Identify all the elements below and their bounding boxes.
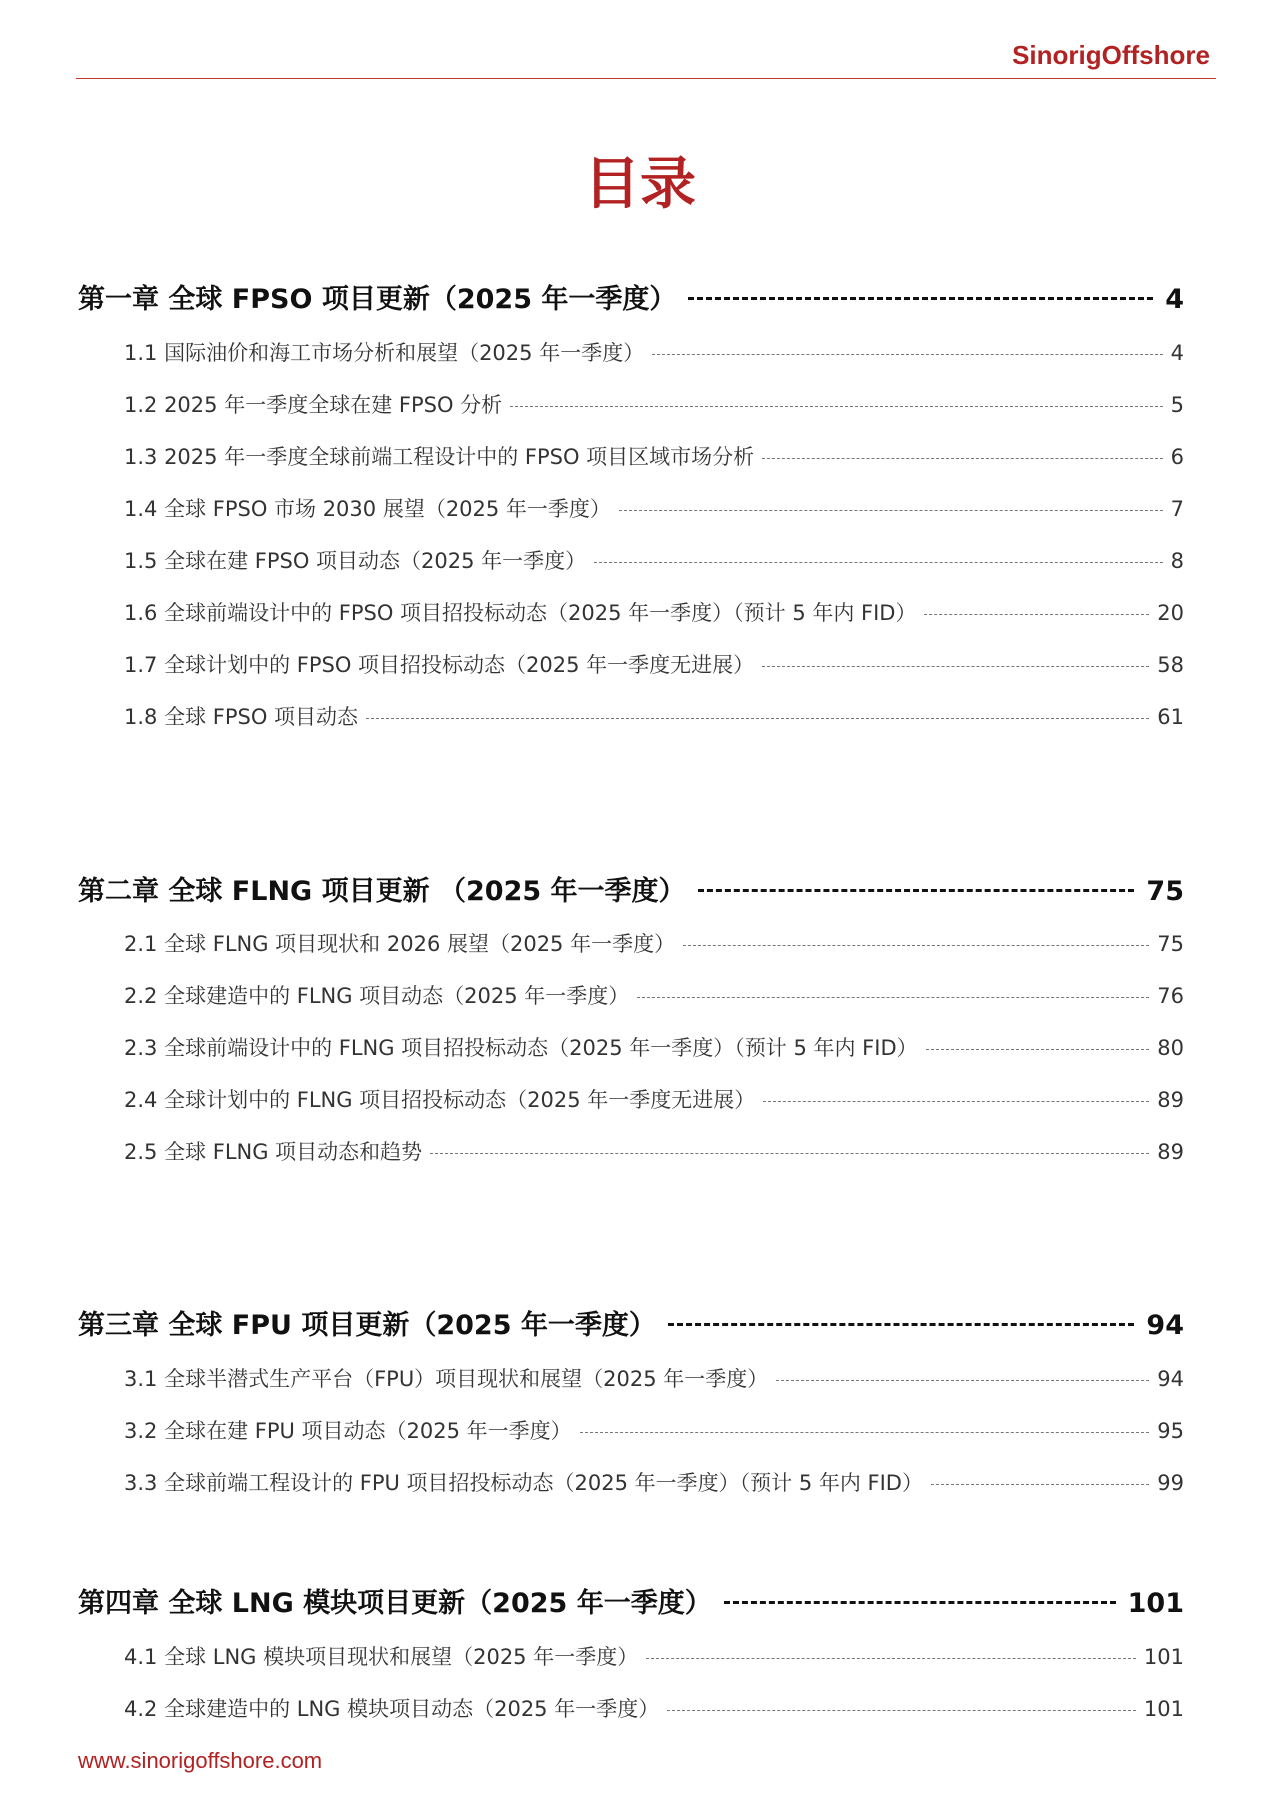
- toc-section-1-4[interactable]: [124, 493, 1184, 523]
- section-title: 1.7 全球计划中的 FPSO 项目招投标动态（2025 年一季度无进展）: [124, 653, 755, 677]
- footer-website-link[interactable]: www.sinorigoffshore.com: [78, 1748, 323, 1773]
- dot-leader: [698, 889, 1135, 892]
- dot-leader: [652, 354, 1162, 355]
- section-title: 2.4 全球计划中的 FLNG 项目招投标动态（2025 年一季度无进展）: [124, 1088, 756, 1112]
- dot-leader: [637, 997, 1149, 998]
- toc-section-2-2[interactable]: [124, 980, 1184, 1010]
- toc-chapter-2[interactable]: [78, 869, 1184, 908]
- toc-section-3-3[interactable]: [124, 1467, 1184, 1497]
- section-title: 3.1 全球半潜式生产平台（FPU）项目现状和展望（2025 年一季度）: [124, 1367, 769, 1391]
- page-number: 101: [1143, 1645, 1184, 1669]
- page-number: 61: [1157, 705, 1184, 729]
- page-number: 95: [1157, 1419, 1184, 1443]
- dot-leader: [580, 1432, 1150, 1433]
- page-number: 20: [1157, 601, 1184, 625]
- dot-leader: [594, 562, 1162, 563]
- dot-leader: [668, 1323, 1135, 1326]
- brand-logo-text: SinorigOffshore: [1012, 40, 1210, 70]
- page-number: 5: [1170, 393, 1184, 417]
- section-title: 1.2 2025 年一季度全球在建 FPSO 分析: [124, 393, 503, 417]
- section-title: 1.3 2025 年一季度全球前端工程设计中的 FPSO 项目区域市场分析: [124, 445, 755, 469]
- dot-leader: [667, 1710, 1136, 1711]
- dot-leader: [510, 406, 1162, 407]
- section-title: 2.3 全球前端设计中的 FLNG 项目招投标动态（2025 年一季度）（预计 5 年内 FID）: [124, 1036, 918, 1060]
- section-title: 1.6 全球前端设计中的 FPSO 项目招投标动态（2025 年一季度）（预计 5 年内 FID）: [124, 601, 917, 625]
- dot-leader: [924, 614, 1149, 615]
- toc-section-2-1[interactable]: [124, 928, 1184, 958]
- dot-leader: [688, 297, 1153, 300]
- toc-section-1-3[interactable]: [124, 441, 1184, 471]
- section-title: 1.5 全球在建 FPSO 项目动态（2025 年一季度）: [124, 549, 587, 573]
- dot-leader: [430, 1153, 1149, 1154]
- dot-leader: [926, 1049, 1150, 1050]
- toc-section-1-8[interactable]: [124, 701, 1184, 731]
- page-number: 80: [1157, 1036, 1184, 1060]
- page-number: 89: [1157, 1088, 1184, 1112]
- page-number: 75: [1157, 932, 1184, 956]
- dot-leader: [762, 666, 1149, 667]
- chapter-title: 第三章 全球 FPU 项目更新（2025 年一季度）: [78, 1310, 656, 1341]
- page-number: 94: [1157, 1367, 1184, 1391]
- page-number: 94: [1146, 1310, 1184, 1341]
- toc-section-1-1[interactable]: [124, 337, 1184, 367]
- page-number: 75: [1146, 876, 1184, 907]
- toc-section-3-2[interactable]: [124, 1415, 1184, 1445]
- section-title: 3.3 全球前端工程设计的 FPU 项目招投标动态（2025 年一季度）（预计 5 年内 FID）: [124, 1471, 923, 1495]
- toc-section-1-2[interactable]: [124, 389, 1184, 419]
- dot-leader: [763, 1101, 1149, 1102]
- section-title: 2.1 全球 FLNG 项目现状和 2026 展望（2025 年一季度）: [124, 932, 676, 956]
- section-title: 2.5 全球 FLNG 项目动态和趋势: [124, 1140, 423, 1164]
- page-number: 76: [1157, 984, 1184, 1008]
- dot-leader: [366, 718, 1149, 719]
- section-title: 4.1 全球 LNG 模块项目现状和展望（2025 年一季度）: [124, 1645, 639, 1669]
- page-number: 6: [1170, 445, 1184, 469]
- page-number: 58: [1157, 653, 1184, 677]
- section-title: 3.2 全球在建 FPU 项目动态（2025 年一季度）: [124, 1419, 572, 1443]
- toc-section-2-4[interactable]: [124, 1084, 1184, 1114]
- toc-section-2-3[interactable]: [124, 1032, 1184, 1062]
- section-title: 1.1 国际油价和海工市场分析和展望（2025 年一季度）: [124, 341, 645, 365]
- dot-leader: [776, 1380, 1149, 1381]
- toc-chapter-3[interactable]: [78, 1303, 1184, 1342]
- dot-leader: [646, 1658, 1136, 1659]
- section-title: 4.2 全球建造中的 LNG 模块项目动态（2025 年一季度）: [124, 1697, 660, 1721]
- toc-section-2-5[interactable]: [124, 1136, 1184, 1166]
- page-number: 7: [1170, 497, 1184, 521]
- toc-chapter-4[interactable]: [78, 1581, 1184, 1620]
- section-title: 2.2 全球建造中的 FLNG 项目动态（2025 年一季度）: [124, 984, 630, 1008]
- dot-leader: [619, 510, 1163, 511]
- page-number: 101: [1127, 1588, 1184, 1619]
- toc-chapter-1[interactable]: [78, 277, 1184, 316]
- toc-section-1-7[interactable]: [124, 649, 1184, 679]
- chapter-title: 第一章 全球 FPSO 项目更新（2025 年一季度）: [78, 284, 677, 315]
- dot-leader: [762, 458, 1162, 459]
- toc-section-1-5[interactable]: [124, 545, 1184, 575]
- page-number: 89: [1157, 1140, 1184, 1164]
- toc-section-3-1[interactable]: [124, 1363, 1184, 1393]
- page-number: 101: [1143, 1697, 1184, 1721]
- section-title: 1.4 全球 FPSO 市场 2030 展望（2025 年一季度）: [124, 497, 611, 521]
- page-number: 4: [1165, 284, 1184, 315]
- dot-leader: [931, 1484, 1149, 1485]
- dot-leader: [683, 945, 1149, 946]
- chapter-title: 第四章 全球 LNG 模块项目更新（2025 年一季度）: [78, 1588, 712, 1619]
- toc-section-4-1[interactable]: [124, 1641, 1184, 1671]
- toc-section-4-2[interactable]: [124, 1693, 1184, 1723]
- page-number: 8: [1170, 549, 1184, 573]
- page-title: 目录: [584, 152, 696, 217]
- toc-section-1-6[interactable]: [124, 597, 1184, 627]
- dot-leader: [724, 1601, 1116, 1604]
- page-number: 4: [1170, 341, 1184, 365]
- page-number: 99: [1157, 1471, 1184, 1495]
- chapter-title: 第二章 全球 FLNG 项目更新 （2025 年一季度）: [78, 876, 686, 907]
- section-title: 1.8 全球 FPSO 项目动态: [124, 705, 359, 729]
- header-divider: [76, 78, 1216, 79]
